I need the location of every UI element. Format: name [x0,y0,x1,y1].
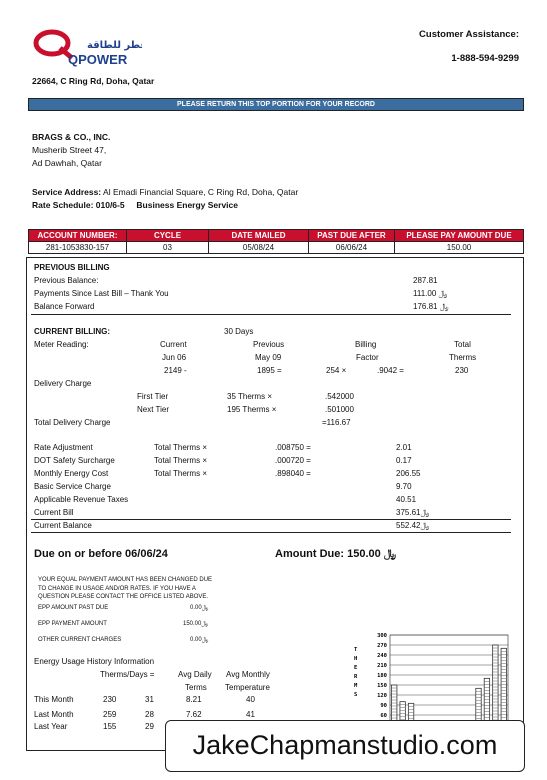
chart-tick-label: 60 [380,713,387,719]
history-h-therms: Therms/Days = [100,670,155,679]
adj-label: Monthly Energy Cost [34,469,109,478]
history-title: Energy Usage History Information [34,657,155,666]
delivery-charge-label: Delivery Charge [34,379,92,388]
history-therms: 259 [103,710,117,719]
due-date: Due on or before 06/06/24 [34,548,168,560]
previous-billing-title: PREVIOUS BILLING [34,263,110,272]
history-temp: 40 [246,695,255,704]
history-therms: 230 [103,695,117,704]
current-balance-label: Current Balance [34,521,92,530]
meter-reading-label: Meter Reading: [34,340,89,349]
past-due-date: 06/06/24 [309,242,395,254]
col-billing: Billing [355,340,377,349]
balance-forward-label: Balance Forward [34,302,95,311]
history-h-terms: Terms [185,683,207,692]
amount-due-total: Amount Due: 150.00 ﷼ [275,548,396,560]
adj-rate: .898040 = [275,469,311,478]
service-address: Al Emadi Financial Square, C Ring Rd, Doha, Qatar [103,187,299,197]
account-number: 281-1053830-157 [29,242,127,254]
adj-value: 40.51 [396,495,417,504]
chart-ylabel-letter: E [354,665,358,671]
logo-text: QPOWER [68,52,128,67]
payments-label: Payments Since Last Bill – Thank You [34,289,169,298]
first-tier-therms: 35 Therms × [227,392,272,401]
divider [31,519,511,520]
adj-label: Applicable Revenue Taxes [34,495,129,504]
chart-tick-label: 300 [377,633,387,639]
chart-tick-label: 180 [377,673,387,679]
chart-ylabel-letter: S [354,692,358,698]
current-reading: 2149 - [164,366,187,375]
chart-tick-label: 90 [380,703,387,709]
adj-basis: Total Therms × [154,456,207,465]
notice-line: QUESTION PLEASE CONTACT THE OFFICE LISTED ABOVE. [38,594,209,600]
service-block [32,186,298,212]
date-mailed-header: DATE MAILED [209,230,309,242]
customer-city: Ad Dawhah, Qatar [32,158,102,168]
assistance-label: Customer Assistance: [419,29,519,40]
col-total: Total [454,340,471,349]
chart-tick-label: 210 [377,663,387,669]
chart-ylabel-letter: M [354,683,358,689]
logo-arabic: قطر للطاقة [87,40,142,51]
adj-label: DOT Safety Surcharge [34,456,115,465]
history-temp: 41 [246,710,255,719]
billing-days: 30 Days [224,327,254,336]
chart-ylabel-letter: H [354,656,358,662]
adj-rate: .008750 = [275,443,311,452]
adj-value: 0.17 [396,456,412,465]
assistance-phone: 1-888-594-9299 [451,53,519,64]
current-billing-title: CURRENT BILLING: [34,327,110,336]
divider [31,314,511,315]
chart-ylabel-letter: R [354,674,358,680]
therms-label: Therms [449,353,477,362]
adj-rate: .000720 = [275,456,311,465]
next-tier-rate: .501000 [325,405,354,414]
first-tier-rate: .542000 [325,392,354,401]
other-charges-value: 0.00﷼ [190,637,209,643]
notice-line: YOUR EQUAL PAYMENT AMOUNT HAS BEEN CHANGED DUE [38,577,213,583]
history-row-label: Last Month [34,710,74,719]
amount-due-header: PLEASE PAY AMOUNT DUE [395,230,524,242]
history-therms: 155 [103,722,117,731]
rate-schedule: Rate Schedule: 010/6-5 [32,200,125,210]
history-h-temperature: Temperature [225,683,270,692]
watermark: JakeChapmanstudio.com [165,720,525,772]
rate-schedule-name: Business Energy Service [136,200,239,210]
company-address: 22664, C Ring Rd, Doha, Qatar [32,76,155,86]
total-delivery-label: Total Delivery Charge [34,418,111,427]
chart-tick-label: 120 [377,693,387,699]
history-days: 29 [145,722,154,731]
total-delivery-value: =116.67 [322,418,351,427]
epp-past-due-label: EPP AMOUNT PAST DUE [38,605,109,611]
history-days: 31 [145,695,154,704]
adj-value: 206.55 [396,469,421,478]
adj-label: Basic Service Charge [34,482,111,491]
first-tier-label: First Tier [137,392,169,401]
total-therms: 230 [455,366,469,375]
account-table [28,229,524,254]
next-tier-therms: 195 Therms × [227,405,277,414]
return-banner: PLEASE RETURN THIS TOP PORTION FOR YOUR RECORD [28,98,524,111]
other-charges-label: OTHER CURRENT CHARGES [38,637,122,643]
chart-tick-label: 270 [377,643,387,649]
customer-street: Musherib Street 47, [32,145,107,155]
date-mailed: 05/08/24 [209,242,309,254]
cycle: 03 [127,242,209,254]
adj-basis: Total Therms × [154,443,207,452]
chart-ylabel-letter: T [354,647,358,653]
next-tier-label: Next Tier [137,405,170,414]
payments-value: 111.00 ﷼ [413,289,448,298]
divider [31,532,511,533]
history-avg: 7.62 [186,710,202,719]
adj-value: 9.70 [396,482,412,491]
history-h-avg-daily: Avg Daily [178,670,212,679]
current-balance-value: 552.42﷼ [396,521,430,530]
history-h-avg-monthly: Avg Monthly [226,670,270,679]
col-current: Current [160,340,187,349]
previous-balance-label: Previous Balance: [34,276,99,285]
adj-basis: Total Therms × [154,469,207,478]
factor-label: Factor [356,353,379,362]
billing-factor: .9042 = [377,366,404,375]
past-due-header: PAST DUE AFTER [309,230,395,242]
adj-value: 2.01 [396,443,412,452]
chart-tick-label: 240 [377,653,387,659]
col-previous: Previous [253,340,285,349]
history-avg: 8.21 [186,695,202,704]
current-bill-label: Current Bill [34,508,74,517]
notice-line: TO CHANGE IN USAGE AND/OR RATES. IF YOU HAVE A [38,585,196,592]
current-bill-value: 375.61﷼ [396,508,430,517]
history-row-label: This Month [34,695,74,704]
previous-reading: 1895 = [257,366,282,375]
previous-balance-value: 287.81 [413,276,438,285]
customer-name: BRAGS & CO., INC. [32,132,111,142]
chart-tick-label: 150 [377,683,387,689]
epp-payment-label: EPP PAYMENT AMOUNT [38,621,107,627]
adj-label: Rate Adjustment [34,443,93,452]
amount-due: 150.00 [395,242,524,254]
history-days: 28 [145,710,154,719]
account-number-header: ACCOUNT NUMBER: [29,230,127,242]
reading-diff: 254 × [326,366,347,375]
history-row-label: Last Year [34,722,68,731]
epp-payment-value: 150.00﷼ [183,621,209,627]
service-address-label: Service Address: [32,187,102,197]
cycle-header: CYCLE [127,230,209,242]
epp-past-due-value: 0.00﷼ [190,605,209,611]
current-date: Jun 06 [162,353,187,362]
balance-forward-value: 176.81 ﷼ [413,302,449,311]
previous-date: May 09 [255,353,282,362]
company-logo [32,28,142,68]
customer-block [32,131,110,170]
